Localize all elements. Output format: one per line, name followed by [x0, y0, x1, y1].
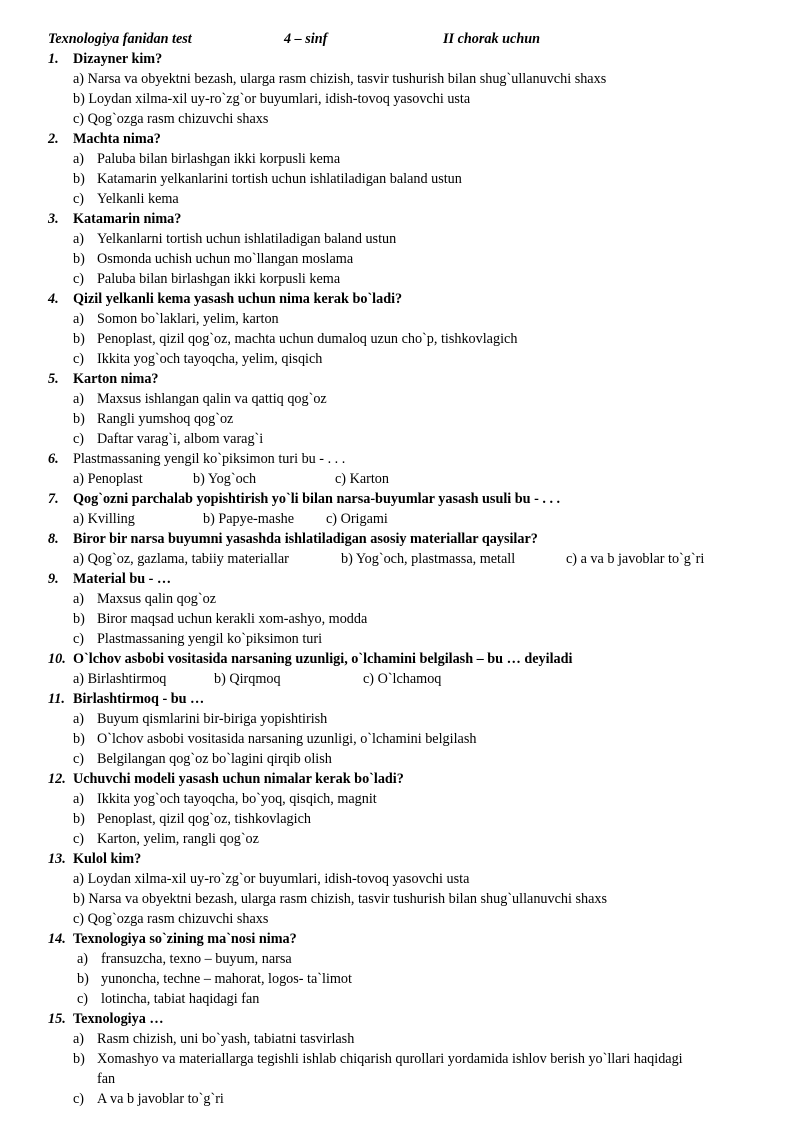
option-b: b) Narsa va obyektni bezash, ularga rasm chizish, tasvir tushurish bilan shug`ullanuvchi shaxs [73, 891, 608, 907]
question-text: O`lchov asbobi vositasida narsaning uzunligi, o`lchamini belgilash – bu … deyiladi [73, 651, 573, 667]
option-letter: b) [73, 811, 85, 827]
question-7 [0, 489, 800, 529]
option-letter: c) [73, 631, 85, 647]
option-b: b) Yog`och, plastmassa, metall [341, 551, 516, 567]
option-c [0, 989, 800, 1009]
option-text: lotincha, tabiat haqidagi fan [101, 991, 260, 1007]
option-letter: c) [73, 1091, 85, 1107]
question-number: 2. [48, 131, 59, 147]
option-text: Ikkita yog`och tayoqcha, yelim, qisqich [97, 351, 323, 367]
option-b [0, 809, 800, 829]
question-5 [0, 369, 800, 449]
option-a: a) Narsa va obyektni bezash, ularga rasm chizish, tasvir tushurish bilan shug`ullanuvchi shaxs [73, 71, 607, 87]
option-c [0, 189, 800, 209]
option-a [0, 949, 800, 969]
question-number: 14. [48, 931, 66, 947]
option-text: Paluba bilan birlashgan ikki korpusli kema [97, 151, 341, 167]
question-number: 13. [48, 851, 66, 867]
question-text: Birlashtirmoq - bu … [73, 691, 205, 707]
question-number: 5. [48, 371, 59, 387]
option-text: Maxsus ishlangan qalin va qattiq qog`oz [97, 391, 327, 407]
option-a [0, 789, 800, 809]
option-c: c) a va b javoblar to`g`ri [566, 551, 705, 567]
question-15 [0, 1009, 800, 1109]
option-a: a) Kvilling [73, 511, 135, 527]
option-letter: c) [73, 431, 85, 447]
question-number: 10. [48, 651, 66, 667]
option-text: Osmonda uchish uchun mo`llangan moslama [97, 251, 354, 267]
option-letter: a) [73, 711, 85, 727]
option-letter: c) [77, 991, 89, 1007]
option-letter: a) [73, 591, 85, 607]
option-letter: b) [73, 171, 85, 187]
question-text: Plastmassaning yengil ko`piksimon turi bu - . . . [73, 451, 346, 467]
option-a [0, 709, 800, 729]
header-term: II chorak uchun [443, 31, 540, 47]
option-letter: b) [73, 611, 85, 627]
question-text: Dizayner kim? [73, 51, 163, 67]
option-letter: b) [73, 411, 85, 427]
question-text: Material bu - … [73, 571, 172, 587]
option-c [0, 749, 800, 769]
option-c: c) Karton [335, 471, 389, 487]
option-text: Buyum qismlarini bir-biriga yopishtirish [97, 711, 328, 727]
option-text: Daftar varag`i, albom varag`i [97, 431, 264, 447]
header-subject: Texnologiya fanidan test [48, 31, 192, 47]
option-text: Karton, yelim, rangli qog`oz [97, 831, 259, 847]
question-number: 8. [48, 531, 59, 547]
option-text: fransuzcha, texno – buyum, narsa [101, 951, 292, 967]
question-number: 12. [48, 771, 66, 787]
option-text: Rangli yumshoq qog`oz [97, 411, 234, 427]
question-9 [0, 569, 800, 649]
question-number: 7. [48, 491, 59, 507]
option-letter: a) [77, 951, 89, 967]
option-a [0, 1029, 800, 1049]
option-letter: c) [73, 351, 85, 367]
question-number: 6. [48, 451, 59, 467]
option-text: Belgilangan qog`oz bo`lagini qirqib olish [97, 751, 332, 767]
option-text: O`lchov asbobi vositasida narsaning uzunligi, o`lchamini belgilash [97, 731, 477, 747]
question-10 [0, 649, 800, 689]
question-14 [0, 929, 800, 1009]
option-letter: b) [73, 731, 85, 747]
question-text: Uchuvchi modeli yasash uchun nimalar kerak bo`ladi? [73, 771, 404, 787]
option-letter: b) [73, 1051, 85, 1067]
option-letter: a) [73, 791, 85, 807]
option-text: Ikkita yog`och tayoqcha, bo`yoq, qisqich, magnit [97, 791, 377, 807]
question-text: Qizil yelkanli kema yasash uchun nima kerak bo`ladi? [73, 291, 403, 307]
option-text: Paluba bilan birlashgan ikki korpusli kema [97, 271, 341, 287]
option-c: c) Origami [326, 511, 388, 527]
option-text: Penoplast, qizil qog`oz, machta uchun dumaloq uzun cho`p, tishkovlagich [97, 331, 518, 347]
option-text: Plastmassaning yengil ko`piksimon turi [97, 631, 323, 647]
option-a: a) Qog`oz, gazlama, tabiiy materiallar [73, 551, 289, 567]
question-text: Katamarin nima? [73, 211, 182, 227]
option-b [0, 249, 800, 269]
option-text: Somon bo`laklari, yelim, karton [97, 311, 279, 327]
question-text: Texnologiya so`zining ma`nosi nima? [73, 931, 297, 947]
option-b [0, 969, 800, 989]
question-text: Texnologiya … [73, 1011, 164, 1027]
option-text: Biror maqsad uchun kerakli xom-ashyo, modda [97, 611, 368, 627]
option-text: yunoncha, techne – mahorat, logos- ta`limot [101, 971, 352, 987]
inline-options [0, 549, 800, 569]
option-a [0, 309, 800, 329]
option-a: a) Birlashtirmoq [73, 671, 167, 687]
inline-options [0, 669, 800, 689]
question-number: 15. [48, 1011, 66, 1027]
option-b [0, 409, 800, 429]
option-c [0, 1089, 800, 1109]
option-letter: c) [73, 751, 85, 767]
option-letter: b) [73, 331, 85, 347]
option-a [0, 589, 800, 609]
question-3 [0, 209, 800, 289]
option-b [0, 329, 800, 349]
option-b [0, 729, 800, 749]
question-text: Machta nima? [73, 131, 161, 147]
question-11 [0, 689, 800, 769]
question-4 [0, 289, 800, 369]
question-text: Karton nima? [73, 371, 159, 387]
option-a: a) Loydan xilma-xil uy-ro`zg`or buyumlari, idish-tovoq yasovchi usta [73, 871, 470, 887]
option-a [0, 389, 800, 409]
question-8 [0, 529, 800, 569]
option-b [0, 609, 800, 629]
question-2 [0, 129, 800, 209]
option-b: b) Yog`och [193, 471, 257, 487]
question-number: 1. [48, 51, 59, 67]
option-text: Katamarin yelkanlarini tortish uchun ishlatiladigan baland ustun [97, 171, 462, 187]
option-letter: c) [73, 191, 85, 207]
header-grade: 4 – sinf [284, 31, 328, 47]
option-c [0, 829, 800, 849]
option-c: c) O`lchamoq [363, 671, 442, 687]
option-b-continuation: fan [97, 1071, 116, 1087]
option-b: b) Qirqmoq [214, 671, 281, 687]
option-c: c) Qog`ozga rasm chizuvchi shaxs [73, 111, 269, 127]
option-a [0, 149, 800, 169]
option-letter: b) [73, 251, 85, 267]
question-text: Biror bir narsa buyumni yasashda ishlatiladigan asosiy materiallar qaysilar? [73, 531, 538, 547]
question-number: 3. [48, 211, 59, 227]
option-b: b) Loydan xilma-xil uy-ro`zg`or buyumlari, idish-tovoq yasovchi usta [73, 91, 471, 107]
option-letter: a) [73, 1031, 85, 1047]
option-text: Rasm chizish, uni bo`yash, tabiatni tasvirlash [97, 1031, 355, 1047]
option-letter: c) [73, 271, 85, 287]
option-text: A va b javoblar to`g`ri [97, 1091, 224, 1107]
question-text: Qog`ozni parchalab yopishtirish yo`li bilan narsa-buyumlar yasash usuli bu - . . . [73, 491, 561, 507]
question-text: Kulol kim? [73, 851, 142, 867]
question-13 [0, 849, 800, 929]
option-letter: a) [73, 151, 85, 167]
question-number: 4. [48, 291, 59, 307]
option-letter: a) [73, 391, 85, 407]
option-c [0, 349, 800, 369]
option-text: Penoplast, qizil qog`oz, tishkovlagich [97, 811, 311, 827]
option-letter: c) [73, 831, 85, 847]
option-c [0, 269, 800, 289]
option-c: c) Qog`ozga rasm chizuvchi shaxs [73, 911, 269, 927]
question-1 [0, 49, 800, 129]
option-b [0, 1049, 800, 1069]
question-list [0, 49, 800, 1109]
option-a [0, 229, 800, 249]
option-text: Maxsus qalin qog`oz [97, 591, 217, 607]
inline-options [0, 509, 800, 529]
option-text: Yelkanli kema [97, 191, 179, 207]
option-a: a) Penoplast [73, 471, 143, 487]
inline-options [0, 469, 800, 489]
option-b [0, 169, 800, 189]
document-header [48, 29, 748, 49]
option-letter: a) [73, 231, 85, 247]
option-b: b) Papye-mashe [203, 511, 295, 527]
question-number: 9. [48, 571, 59, 587]
question-12 [0, 769, 800, 849]
option-text: Yelkanlarni tortish uchun ishlatiladigan baland ustun [97, 231, 397, 247]
question-6 [0, 449, 800, 489]
option-letter: b) [77, 971, 89, 987]
option-letter: a) [73, 311, 85, 327]
option-c [0, 629, 800, 649]
option-c [0, 429, 800, 449]
question-number: 11. [48, 691, 65, 707]
option-text: Xomashyo va materiallarga tegishli ishlab chiqarish qurollari yordamida ishlov berish yo`llari haqidagi [97, 1051, 683, 1067]
